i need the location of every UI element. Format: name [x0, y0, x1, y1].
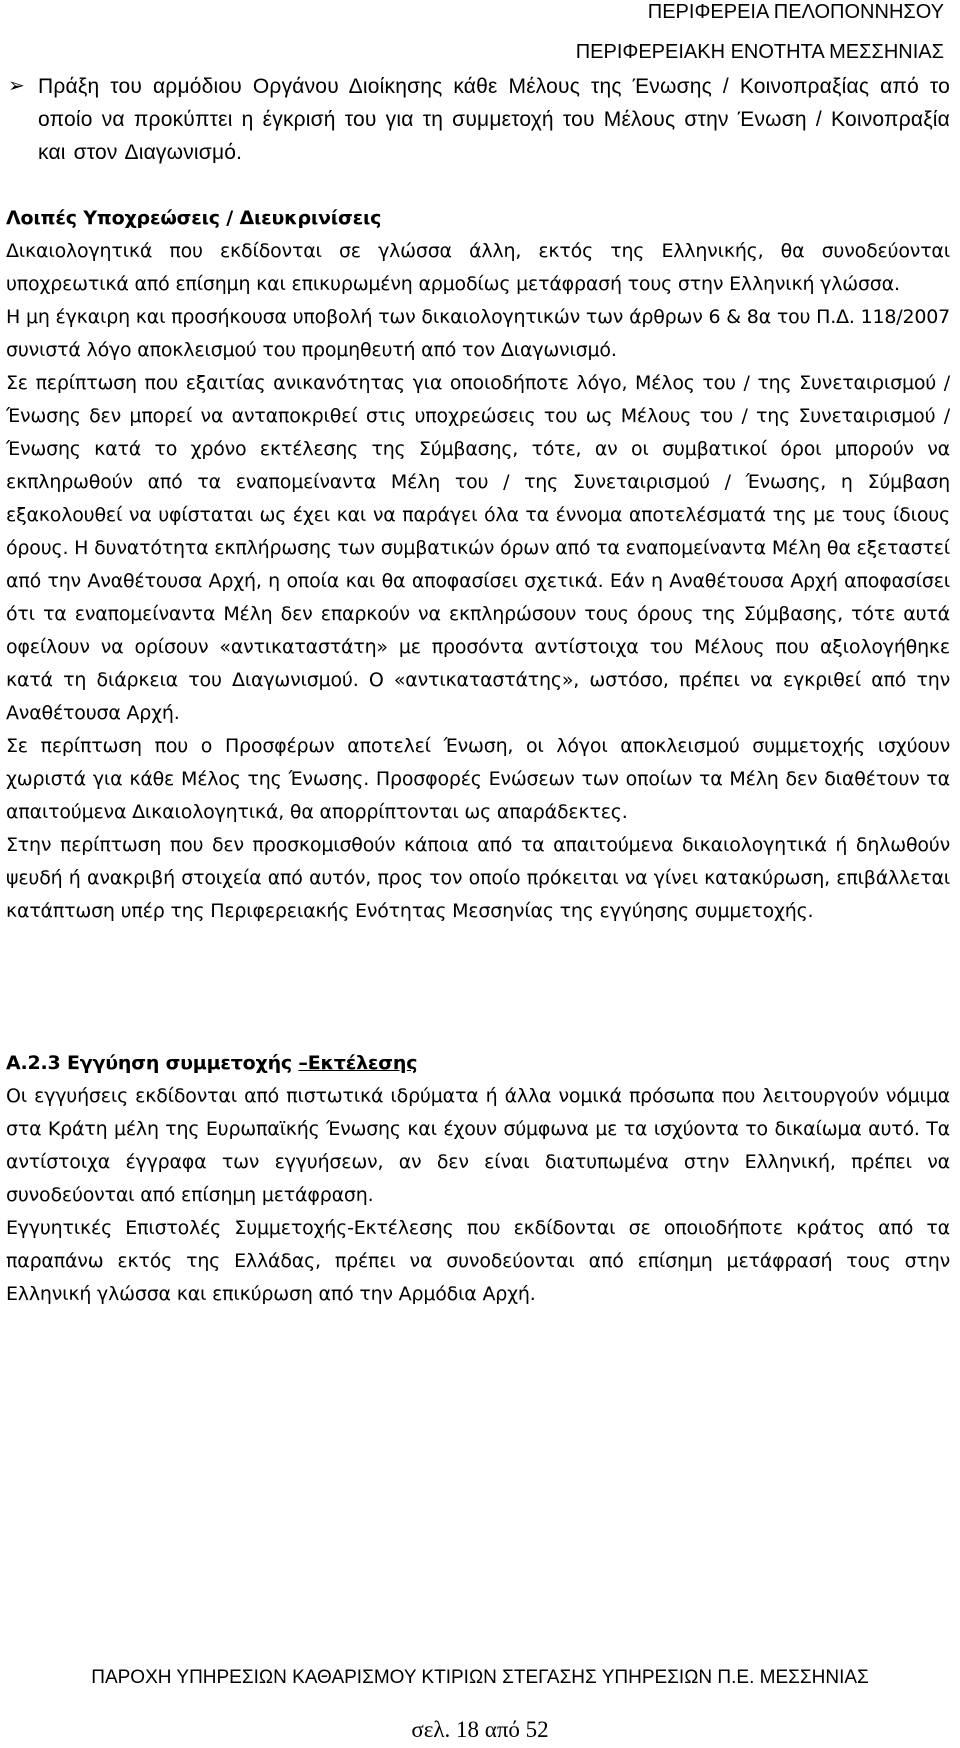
- paragraph-foreign-letters: Εγγυητικές Επιστολές Συμμετοχής-Εκτέλεσης που εκδίδονται σε οποιοδήποτε κράτος από τα παραπάνω εκτός της Ελλάδας, πρέπει να συνοδεύονται από επίσημη μετάφρασή τους στην Ελληνική γλώσσα και επικύρωση από την Αρμόδια Αρχή.: [6, 1217, 950, 1305]
- paragraph-member-incapacity: Σε περίπτωση που εξαιτίας ανικανότητας για οποιοδήποτε λόγο, Μέλος του / της Συνεταιρισμού / Ένωσης δεν μπορεί να ανταποκριθεί στις υποχρεώσεις του ως Μέλους του / της Συνεταιρισμού / Ένωσης κατά το χρόνο εκτέλεσης της Σύμβασης, τότε, αν οι συμβατικοί όροι μπορούν να εκπληρωθούν από τα εναπομείναντα Μέλη του / της Συνεταιρισμού / Ένωσης, η Σύμβαση εξακολουθεί να υφίσταται ως έχει και να παράγει όλα τα έννομα αποτελέσματά της με τους ίδιους όρους. Η δυνατότητα εκπλήρωσης των συμβατικών όρων από τα εναπομείναντα Μέλη θα εξεταστεί από την Αναθέτουσα Αρχή, η οποία και θα αποφασίσει σχετικά. Εάν η Αναθέτουσα Αρχή αποφασίσει ότι τα εναπομείναντα Μέλη δεν επαρκούν να εκπληρώσουν τους όρους της Σύμβασης, τότε αυτά οφείλουν να ορίσουν «αντικαταστάτη» με προσόντα αντίστοιχα του Μέλους που αξιολογήθηκε κατά τη διάρκεια του Διαγωνισμού. Ο «αντικαταστάτης», ωστόσο, πρέπει να εγκριθεί από την Αναθέτουσα Αρχή.: [6, 372, 950, 724]
- section-spacer: [6, 928, 950, 1047]
- header-unit: ΠΕΡΙΦΕΡΕΙΑΚΗ ΕΝΟΤΗΤΑ ΜΕΣΣΗΝΙΑΣ: [575, 41, 944, 63]
- paragraph-timely-submission: Η μη έγκαιρη και προσήκουσα υποβολή των δικαιολογητικών των άρθρων 6 & 8α του Π.Δ. 118/2007 συνιστά λόγο αποκλεισμού του προμηθευτή από τον Διαγωνισμό.: [6, 306, 950, 361]
- section-number: Α.2.3: [6, 1052, 61, 1074]
- section-title: Εγγύηση συμμετοχής: [67, 1052, 299, 1074]
- paragraph-guarantee-forfeiture: Στην περίπτωση που δεν προσκομισθούν κάποια από τα απαιτούμενα δικαιολογητικά ή δηλωθούν ψευδή ή ανακριβή στοιχεία από αυτόν, προς τον οποίο πρόκειται να γίνει κατακύρωση, επιβάλλεται κατάπτωση υπέρ της Περιφερειακής Ενότητας Μεσσηνίας της εγγύησης συμμετοχής.: [6, 834, 950, 922]
- paragraph-guarantee-issuers: Οι εγγυήσεις εκδίδονται από πιστωτικά ιδρύματα ή άλλα νομικά πρόσωπα που λειτουργούν νόμιμα στα Κράτη μέλη της Ευρωπαϊκής Ένωσης και έχουν σύμφωνα με τα ισχύοντα το δικαίωμα αυτό. Τα αντίστοιχα έγγραφα των εγγυήσεων, αν δεν είναι διατυπωμένα στην Ελληνική, πρέπει να συνοδεύονται από επίσημη μετάφραση.: [6, 1085, 950, 1206]
- document-body: [6, 70, 950, 1311]
- page-number: σελ. 18 από 52: [411, 1717, 549, 1742]
- footer-title: ΠΑΡΟΧΗ ΥΠΗΡΕΣΙΩΝ ΚΑΘΑΡΙΣΜΟΥ ΚΤΙΡΙΩΝ ΣΤΕΓΑΣΗΣ ΥΠΗΡΕΣΙΩΝ Π.Ε. ΜΕΣΣΗΝΙΑΣ: [91, 1667, 869, 1688]
- section-heading: [6, 1047, 950, 1080]
- obligations-heading: Λοιπές Υποχρεώσεις / Διευκρινίσεις: [6, 207, 382, 229]
- arrowhead-bullet-icon: ➢: [8, 75, 25, 97]
- header-region: ΠΕΡΙΦΕΡΕΙΑ ΠΕΛΟΠΟΝΝΗΣΟΥ: [647, 1, 944, 23]
- section-title-underlined: –Εκτέλεσης: [298, 1052, 418, 1074]
- paragraph-translation: Δικαιολογητικά που εκδίδονται σε γλώσσα άλλη, εκτός της Ελληνικής, θα συνοδεύονται υποχρεωτικά από επίσημη και επικυρωμένη αρμοδίως μετάφρασή τους στην Ελληνική γλώσσα.: [6, 240, 950, 295]
- bullet-text: Πράξη του αρμόδιου Οργάνου Διοίκησης κάθε Μέλους της Ένωσης / Κοινοπραξίας από το οποίο να προκύπτει η έγκρισή του για τη συμμετοχή του Μέλους στην Ένωση / Κοινοπραξία και στον Διαγωνισμό.: [38, 75, 950, 164]
- bullet-item: [6, 70, 950, 169]
- paragraph-union-exclusion: Σε περίπτωση που ο Προσφέρων αποτελεί Ένωση, οι λόγοι αποκλεισμού συμμετοχής ισχύουν χωριστά για κάθε Μέλος της Ένωσης. Προσφορές Ενώσεων των οποίων τα Μέλη δεν διαθέτουν τα απαιτούμενα Δικαιολογητικά, θα απορρίπτονται ως απαράδεκτες.: [6, 735, 950, 823]
